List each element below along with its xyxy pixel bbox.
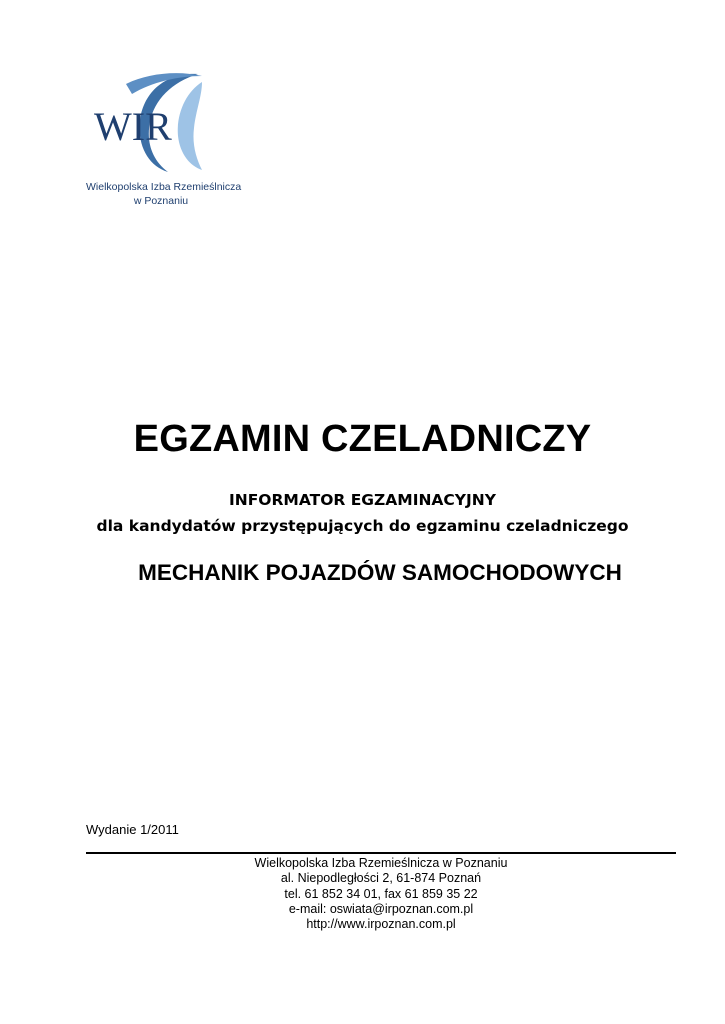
logo-wir-text: WIR (94, 104, 172, 149)
footer-email: e-mail: oswiata@irpoznan.com.pl (288, 901, 474, 916)
footer-org-name: Wielkopolska Izba Rzemieślnicza w Poznaniu (254, 856, 508, 870)
footer (86, 856, 676, 932)
profession-title (0, 560, 725, 586)
logo-swoosh-light (178, 82, 202, 170)
org-name-line1: Wielkopolska Izba Rzemieślnicza (86, 181, 242, 193)
profession-text: MECHANIK POJAZDÓW SAMOCHODOWYCH (138, 560, 622, 585)
wir-logo (86, 70, 242, 226)
wir-logo-mark (86, 70, 236, 180)
edition-label: Wydanie 1/2011 (86, 822, 179, 837)
page-title: EGZAMIN CZELADNICZY (133, 418, 592, 460)
footer-website: http://www.irpoznan.com.pl (306, 917, 456, 932)
subtitle: INFORMATOR EGZAMINACYJNY (228, 491, 496, 509)
org-name-line2: w Poznaniu (133, 195, 189, 207)
footer-divider (86, 852, 676, 854)
audience-line: dla kandydatów przystępujących do egzaminu czeladniczego (96, 517, 629, 535)
footer-phone: tel. 61 852 34 01, fax 61 859 35 22 (284, 886, 478, 901)
footer-address: al. Niepodległości 2, 61-874 Poznań (280, 871, 482, 886)
